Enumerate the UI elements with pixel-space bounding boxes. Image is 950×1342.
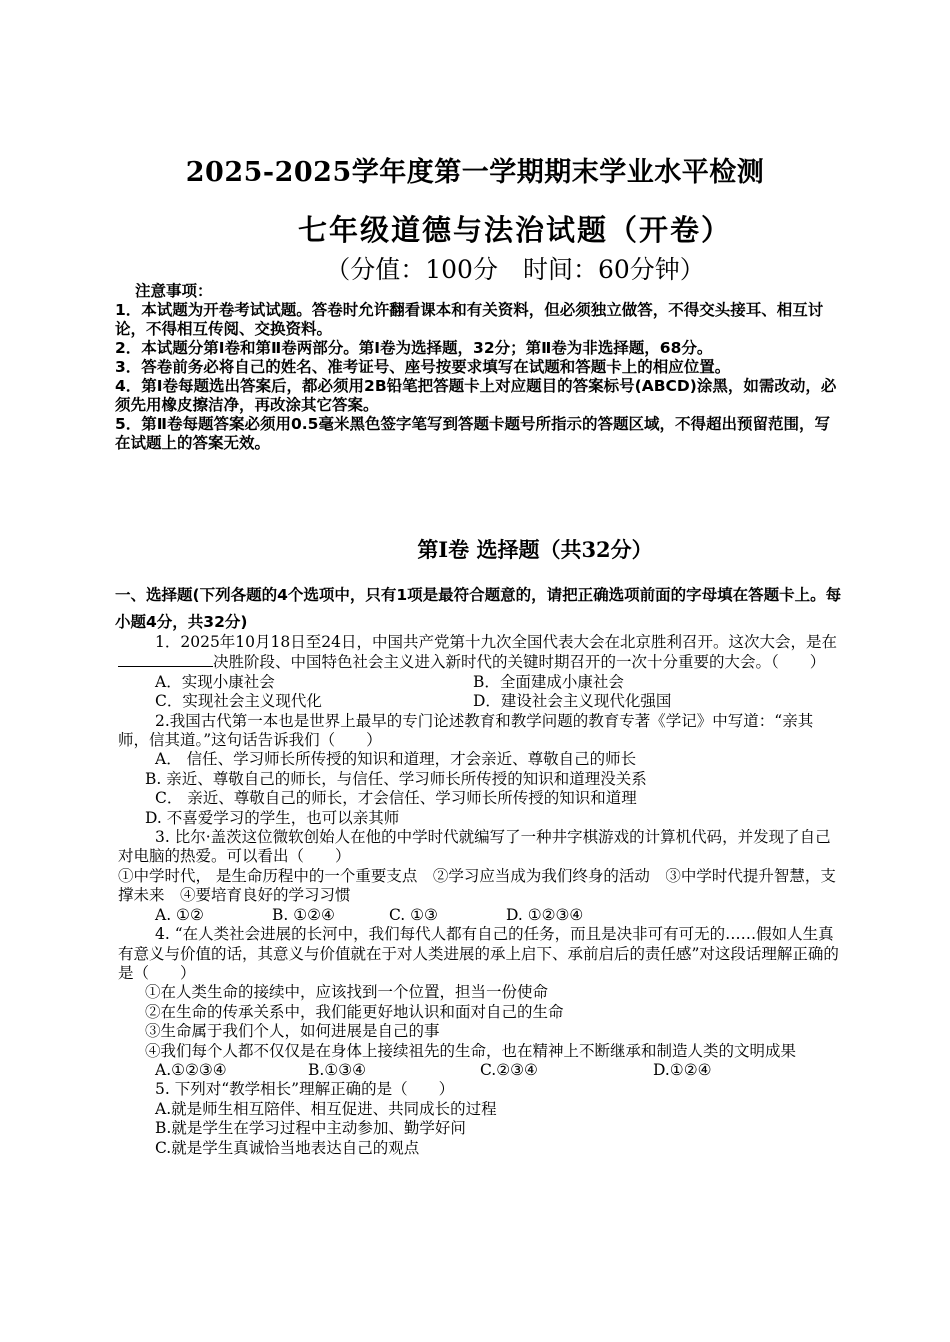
question-1-options-row (118, 692, 843, 711)
option: C. ①③ (389, 905, 438, 924)
note-item: 5．第Ⅱ卷每题答案必须用0.5毫米黑色签字笔写到答题卡题号所指示的答题区域，不得超出预留范围，写在试题上的答案无效。 (115, 415, 830, 452)
question-2-stem: 2.我国古代第一本也是世界上最早的专门论述教育和教学问题的教育专著《学记》中写道：“亲其师，信其道。”这句话告诉我们（ ） (118, 711, 814, 750)
option: D. ①②③④ (506, 905, 584, 924)
statement: ③生命属于我们个人，如何进展是自己的事 (145, 1022, 440, 1041)
option: C.②③④ (480, 1060, 538, 1079)
statement: ①在人类生命的接续中，应该找到一个位置，担当一份使命 (145, 983, 549, 1002)
notes-block (115, 282, 845, 453)
option: C.就是学生真诚恰当地表达自己的观点 (155, 1138, 420, 1157)
option: B.①③④ (308, 1060, 367, 1079)
exam-title: 2025-2025学年度第一学期期末学业水平检测 (185, 157, 765, 188)
option: D．建设社会主义现代化强国 (473, 692, 672, 711)
option: B. ①②④ (272, 905, 335, 924)
option: B．全面建成小康社会 (473, 672, 624, 691)
statement: ②在生命的传承关系中，我们能更好地认识和面对自己的生命 (145, 1002, 564, 1021)
questions-block (118, 633, 843, 1158)
question-3-statements: ①中学时代， 是生命历程中的一个重要支点 ②学习应当成为我们终身的活动 ③中学时代提升智慧，支撑未来 ④要培育良好的学习习惯 (118, 866, 836, 905)
option: C．实现社会主义现代化 (155, 692, 322, 711)
option: B.就是学生在学习过程中主动参加、勤学好问 (155, 1119, 466, 1138)
subject-title: 七年级道德与法治试题（开卷） (297, 213, 732, 247)
question-1-options-row (118, 673, 843, 692)
section-instruction: 一、选择题(下列各题的4个选项中，只有1项是最符合题意的，请把正确选项前面的字母填在答题卡上。每小题4分，共32分) (115, 586, 842, 631)
question-4-stem: 4. “在人类社会进展的长河中，我们每代人都有自己的任务，而且是决非可有可无的……假如人生真有意义与价值的话，其意义与价值就在于对人类进展的承上启下、承前启后的责任感”对这段话理解正确的是（ ） (118, 925, 839, 982)
option: A． 信任、学习师长所传授的知识和道理，才会亲近、尊敬自己的师长 (155, 750, 637, 769)
score-time: （分值：100分 时间：60分钟） (325, 255, 705, 284)
option: A.①②③④ (155, 1060, 227, 1079)
question-4-options (118, 1061, 843, 1080)
option: C． 亲近、尊敬自己的师长，才会信任、学习师长所传授的知识和道理 (155, 789, 637, 808)
option: A．实现小康社会 (155, 672, 275, 691)
question-3-stem: 3. 比尔·盖茨这位微软创始人在他的中学时代就编写了一种井字棋游戏的计算机代码，并发现了自己对电脑的热爱。可以看出（ ） (118, 828, 831, 866)
notes-heading: 注意事项： (135, 282, 213, 300)
question-1-stem: 1．2025年10月18日至24日，中国共产党第十九次全国代表大会在北京胜利召开。这次大会，是在决胜阶段、中国特色社会主义进入新时代的关键时期召开的一次十分重要的大会。（ ） (118, 633, 843, 673)
note-item: 2．本试题分第Ⅰ卷和第Ⅱ卷两部分。第Ⅰ卷为选择题，32分；第Ⅱ卷为非选择题，68分。 (115, 339, 713, 357)
note-item: 4．第Ⅰ卷每题选出答案后，都必须用2B铅笔把答题卡上对应题目的答案标号(ABCD)涂黑，如需改动，必须先用橡皮擦洁净，再改涂其它答案。 (115, 377, 837, 414)
section-title: 第Ⅰ卷 选择题（共32分） (417, 537, 653, 562)
question-3-options (118, 906, 843, 925)
statement: ④我们每个人都不仅仅是在身体上接续祖先的生命，也在精神上不断继承和制造人类的文明成果 (145, 1041, 797, 1060)
answer-blank (118, 652, 213, 667)
question-5-stem: 5. 下列对“教学相长”理解正确的是（ ） (155, 1080, 455, 1099)
note-item: 1．本试题为开卷考试试题。答卷时允许翻看课本和有关资料，但必须独立做答，不得交头接耳、相互讨论，不得相互传阅、交换资料。 (115, 301, 824, 338)
option: A.就是师生相互陪伴、相互促进、共同成长的过程 (155, 1099, 497, 1118)
note-item: 3．答卷前务必将自己的姓名、准考证号、座号按要求填写在试题和答题卡上的相应位置。 (115, 358, 731, 376)
option: B. 亲近、尊敬自己的师长，与信任、学习师长所传授的知识和道理没关系 (145, 769, 647, 788)
option: A. ①② (155, 905, 204, 924)
option: D. 不喜爱学习的学生，也可以亲其师 (145, 808, 400, 827)
option: D.①②④ (653, 1060, 712, 1079)
